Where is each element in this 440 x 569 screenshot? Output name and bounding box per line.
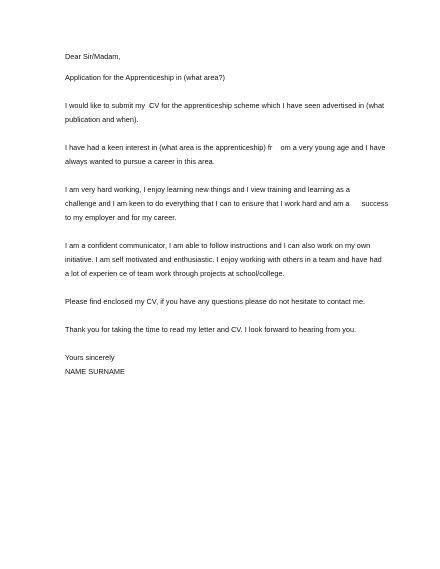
paragraph-4-line-3: a lot of experien ce of team work through projects at school/college. xyxy=(65,269,285,278)
paragraph-1-line-1: I would like to submit my CV for the apprenticeship scheme which I have seen advertised in (what xyxy=(65,101,385,110)
paragraph-4-line-1: I am a confident communicator, I am able to follow instructions and I can also work on my own xyxy=(65,241,371,250)
paragraph-3-line-1: I am very hard working, I enjoy learning new things and I view training and learning as a xyxy=(65,185,350,194)
paragraph-1-line-2: publication and when). xyxy=(65,115,139,124)
paragraph-4-line-2: initiative. I am self motivated and enthusiastic. I enjoy working with others in a team and have had xyxy=(65,255,382,264)
paragraph-2-line-1: I have had a keen interest in (what area is the apprenticeship) fr om a very young age and I have xyxy=(65,143,386,152)
subject-line: Application for the Apprenticeship in (what area?) xyxy=(65,73,226,82)
signature-name: NAME SURNAME xyxy=(65,367,125,376)
paragraph-3-line-3: to my employer and for my career. xyxy=(65,213,177,222)
paragraph-5: Please find enclosed my CV, if you have any questions please do not hesitate to contact me. xyxy=(65,297,366,306)
paragraph-6: Thank you for taking the time to read my letter and CV. I look forward to hearing from you. xyxy=(65,325,357,334)
salutation: Dear Sir/Madam, xyxy=(65,52,121,61)
closing: Yours sincerely xyxy=(65,353,115,362)
paragraph-2-line-2: always wanted to pursue a career in this area. xyxy=(65,157,215,166)
paragraph-3-line-2: challenge and I am keen to do everything that I can to ensure that I work hard and am a success xyxy=(65,199,389,208)
